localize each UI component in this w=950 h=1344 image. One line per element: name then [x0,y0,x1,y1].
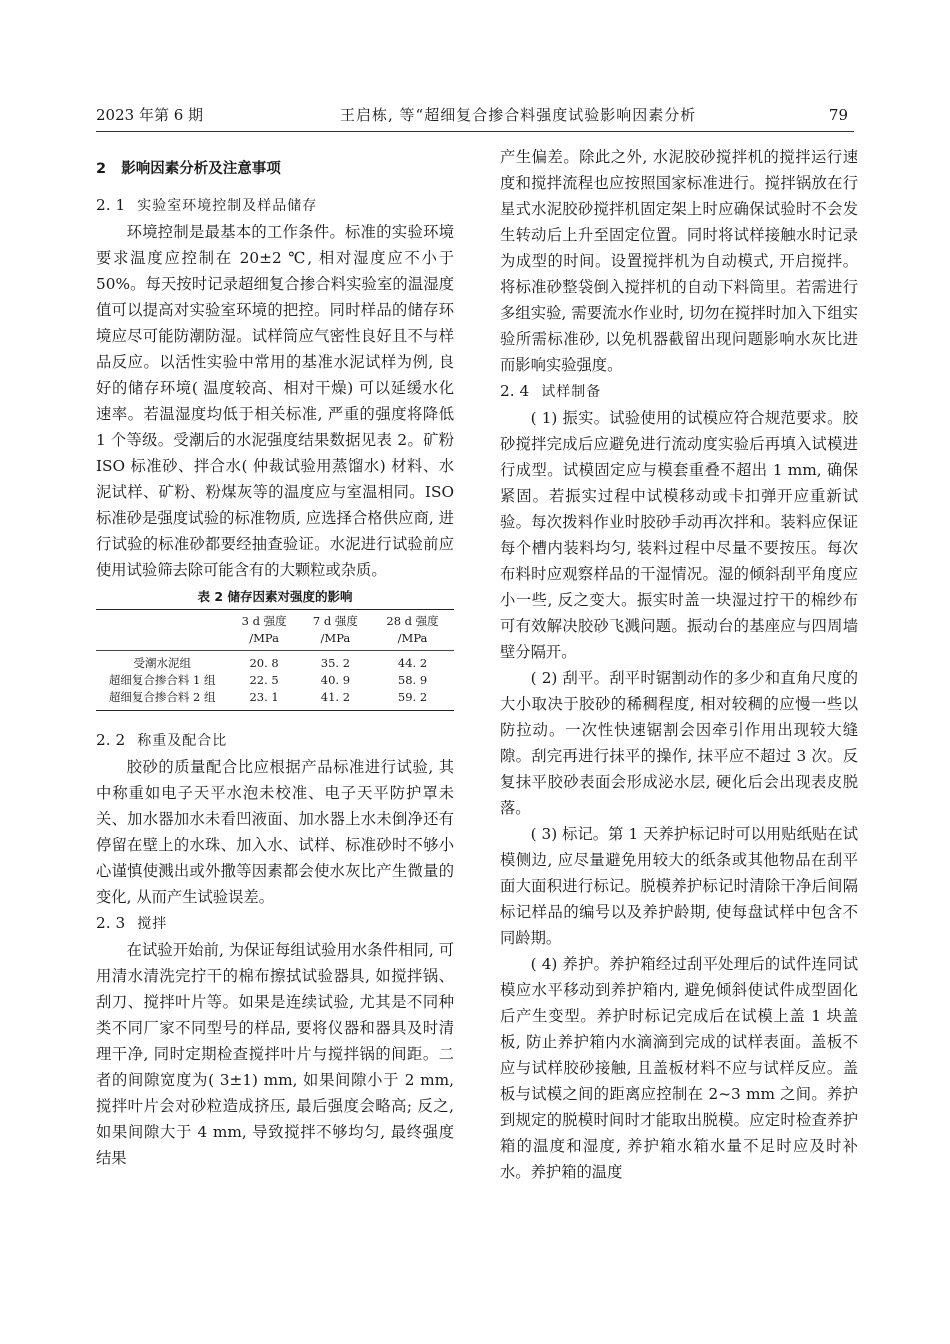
table-header-3d: 3 d 强度 /MPa [228,610,299,651]
table-header-7d: 7 d 强度 /MPa [300,610,371,651]
table-header-row [96,610,454,651]
row-label: 超细复合掺合料 2 组 [108,690,216,704]
cell-28d: 59. 2 [397,690,428,704]
paragraph-2-1: 环境控制是最基本的工作条件。标准的实验环境要求温度应控制在 20±2 ℃, 相对湿度应不小于 50%。每天按时记录超细复合掺合料实验室的温湿度值可以提高对实验室环境的把控。同时样品的储存环境应尽可能防潮防湿。试样筒应气密性良好且不与样品反应。以活性实验中常用的基准水泥试样为例, 良好的储存环境( 温度较高、相对干燥) 可以延缓水化速率。若温湿度均低于相关标准, 严重的强度将降低 1 个等级。受潮后的水泥强度结果数据见表 2。矿粉 ISO 标准砂、拌合水( 仲裁试验用蒸馏水) 材料、水泥试样、矿粉、粉煤灰等的温度应与室温相同。ISO 标准砂是强度试验的标准物质, 应选择合格供应商, 进行试验的标准砂都要经抽查验证。水泥进行试验前应使用试验筛去除可能含有的大颗粒或杂质。 [96,223,454,579]
subsection-heading-2-4 [500,378,858,405]
table-row [96,689,454,711]
cell-7d: 41. 2 [320,690,351,704]
subsection-title: 搅拌 [137,916,168,932]
subsection-title: 实验室环境控制及样品储存 [137,198,318,214]
cell-28d: 58. 9 [397,673,428,687]
subsection-number: 2. 3 [96,914,126,932]
paragraph-2-3: 在试验开始前, 为保证每组试验用水条件相同, 可用清水清洗完拧干的棉布擦拭试验器具, 如搅拌锅、刮刀、搅拌叶片等。如果是连续试验, 尤其是不同种类不同厂家不同型号的样品, 要将仪器和器具及时清理干净, 同时定期检查搅拌叶片与搅拌锅的间距。二者的间隙宽度为( 3±1) mm, 如果间隙小于 2 mm, 搅拌叶片会对砂粒造成挤压, 最后强度会略高; 反之, 如果间隙大于 4 mm, 导致搅拌不够均匀, 最终强度结果 [96,941,454,1167]
table-caption: 表 2 储存因素对强度的影响 [197,589,353,604]
subsection-number: 2. 1 [96,196,126,214]
cell-28d: 44. 2 [397,656,428,670]
section-number: 2 [96,161,107,177]
cell-3d: 23. 1 [249,690,279,704]
cell-3d: 20. 8 [249,656,279,670]
header-divider [96,131,854,132]
running-title: 王启栋, 等“超细复合掺合料强度试验影响因素分析 [340,106,697,124]
table-row [96,672,454,689]
subsection-heading-2-3 [96,910,454,937]
subsection-number: 2. 4 [500,382,530,400]
section-title: 影响因素分析及注意事项 [121,161,281,177]
paragraph-curing: ( 4) 养护。养护箱经过刮平处理后的试件连同试模应水平移动到养护箱内, 避免倾斜使试件成型固化后产生变型。养护时标记完成后在试模上盖 1 块盖板, 防止养护箱内水滴滴到完成的试样表面。盖板不应与试样胶砂接触, 且盖板材料不应与试样反应。盖板与试模之间的距离应控制在 2~3 mm 之间。养护到规定的脱模时间时才能取出脱模。应定时检查养护箱的温度和湿度, 养护箱水箱水量不足时应及时补水。养护箱的温度 [500,955,858,1181]
row-label: 受潮水泥组 [133,656,191,670]
subsection-number: 2. 2 [96,731,126,749]
journal-issue: 2023 年第 6 期 [96,106,204,124]
table-2 [96,585,454,711]
cell-3d: 22. 5 [249,673,279,687]
row-label: 超细复合掺合料 1 组 [108,673,216,687]
section-heading [96,156,454,182]
paragraph-marking: ( 3) 标记。第 1 天养护标记时可以用贴纸贴在试模侧边, 应尽量避免用较大的纸条或其他物品在刮平面大面积进行标记。脱模养护标记时清除干净后间隔标记样品的编号以及养护龄期, 使每盘试样中包含不同龄期。 [500,825,858,947]
subsection-title: 称重及配合比 [137,733,228,749]
table-row [96,651,454,673]
subsection-title: 试样制备 [541,384,602,400]
data-table [96,609,454,711]
paragraph-2-2: 胶砂的质量配合比应根据产品标准进行试验, 其中称重如电子天平水泡未校准、电子天平防护罩未关、加水器加水未看凹液面、加水器上水未倒净还有停留在壁上的水珠、加入水、试样、标准砂时不够小心谨慎使溅出或外撒等因素都会使水灰比产生微量的变化, 从而产生试验误差。 [96,758,454,906]
cell-7d: 35. 2 [320,656,351,670]
paragraph-vibration: ( 1) 振实。试验使用的试模应符合规范要求。胶砂搅拌完成后应避免进行流动度实验后再填入试模进行成型。试模固定应与模套重叠不超出 1 mm, 确保紧固。若振实过程中试模移动或卡扣弹开应重新试验。每次拨料作业时胶砂手动再次拌和。装料应保证每个槽内装料均匀, 装料过程中尽量不要按压。每次布料时应观察样品的干湿情况。湿的倾斜刮平角度应小一些, 反之变大。振实时盖一块湿过拧干的棉纱布可有效解决胶砂飞溅问题。振动台的基座应与四周墙壁分隔开。 [500,409,858,661]
right-column [500,144,858,1185]
page-number: 79 [828,106,848,124]
paragraph-leveling: ( 2) 刮平。刮平时锯割动作的多少和直角尺度的大小取决于胶砂的稀稠程度, 相对较稠的应慢一些以防拉动。一次性快速锯割会因牵引作用出现较大缝隙。刮完再进行抹平的操作, 抹平应不超过 3 次。反复抹平胶砂表面会形成泌水层, 硬化后会出现表皮脱落。 [500,669,858,817]
subsection-heading-2-1 [96,192,454,219]
running-header [96,102,848,130]
table-header-blank [96,610,228,651]
cell-7d: 40. 9 [320,673,351,687]
paragraph-2-3-continued: 产生偏差。除此之外, 水泥胶砂搅拌机的搅拌运行速度和搅拌流程也应按照国家标准进行。搅拌锅放在行星式水泥胶砂搅拌机固定架上时应确保试验时不会发生转动后上升至固定位置。同时将试样接触水时记录为成型的时间。设置搅拌机为自动模式, 开启搅拌。将标准砂整袋倒入搅拌机的自动下料筒里。若需进行多组实验, 需要流水作业时, 切勿在搅拌时加入下组实验所需标准砂, 以免机器截留出现问题影响水灰比进而影响实验强度。 [500,148,858,374]
left-column [96,142,454,1171]
table-header-28d: 28 d 强度 /MPa [371,610,454,651]
subsection-heading-2-2 [96,727,454,754]
